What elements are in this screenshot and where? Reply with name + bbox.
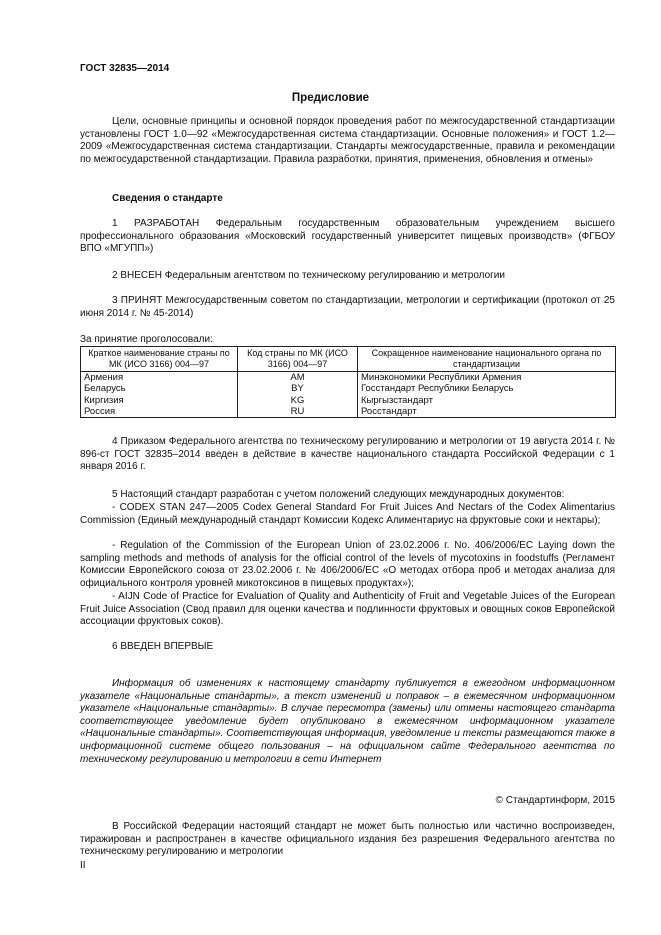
item-1: 1 РАЗРАБОТАН Федеральным государственным образовательным учреждением высшего профессионального образования «Московский государственный университет пищевых производств» (ФГБОУ ВПО «МГУПП») xyxy=(80,218,615,255)
voting-table xyxy=(80,346,616,418)
intro-paragraph: Цели, основные принципы и основной порядок проведения работ по межгосударственной стандартизации установлены ГОСТ 1.0—92 «Межгосударственная система стандартизации. Основные положения» и ГОСТ 1.2—2009 «Межгосударственная система стандартизации. Стандарты межгосударственные, правила и рекомендации по межгосударственной стандартизации. Правила разработки, принятия, применения, обновления и отмены» xyxy=(80,116,615,165)
table-cell: Россия xyxy=(81,406,238,418)
item-6: 6 ВВЕДЕН ВПЕРВЫЕ xyxy=(112,641,214,652)
item-5-regulation: - Regulation of the Commission of the European Union of 23.02.2006 г. No. 406/2006/EC Laying down the sampling methods and methods of analysis for the official control of the levels of mycotoxins in foodstuffs (Регламент Комиссии Европейского союза от 23.02.2006 г. № 406/2006/ЕС «О методах отбора проб и методах анализа для официального контроля уровней микотоксинов в пищевых продуктах»); xyxy=(80,540,615,589)
section-title: Сведения о стандарте xyxy=(112,193,223,204)
item-2: 2 ВНЕСЕН Федеральным агентством по техническому регулированию и метрологии xyxy=(112,270,505,281)
copyright: © Стандартинформ, 2015 xyxy=(495,795,615,806)
item-5-codex: - CODEX STAN 247—2005 Codex General Standard For Fruit Juices And Nectars of the Codex Alimentarius Commission (Единый международный стандарт Комиссии Кодекс Алиментариус на фруктовые соки и нектары); xyxy=(80,502,615,526)
item-5-aijn: - AIJN Code of Practice for Evaluation of Quality and Authenticity of Fruit and Vegetable Juices of the European Fruit Juice Association (Свод правил для оценки качества и подлинности фруктовых и овощных соков Европейской ассоциации фруктовых соков). xyxy=(80,591,615,628)
table-cell: Росстандарт xyxy=(358,406,616,418)
page-number: II xyxy=(80,860,86,871)
table-cell: Беларусь xyxy=(81,383,238,394)
vote-label: За принятие проголосовали: xyxy=(80,334,213,345)
table-cell: RU xyxy=(238,406,358,418)
table-cell: Армения xyxy=(81,372,238,384)
table-row xyxy=(81,383,616,394)
table-cell: BY xyxy=(238,383,358,394)
table-header: Краткое наименование страны по МК (ИСО 3166) 004—97 xyxy=(81,347,238,372)
table-cell: KG xyxy=(238,395,358,406)
table-cell: Киргизия xyxy=(81,395,238,406)
table-header: Код страны по МК (ИСО 3166) 004—97 xyxy=(238,347,358,372)
table-cell: Кыргызстандарт xyxy=(358,395,616,406)
table-header: Сокращенное наименование национального органа по стандартизации xyxy=(358,347,616,372)
table-cell: AM xyxy=(238,372,358,384)
info-notice: Информация об изменениях к настоящему стандарту публикуется в ежегодном информационном указателе «Национальные стандарты», а текст изменений и поправок – в ежемесячном информационном указателе «Национальные стандарты». В случае пересмотра (замены) или отмены настоящего стандарта соответствующее уведомление будет опубликовано в ежемесячном информационном указателе «Национальные стандарты». Соответствующая информация, уведомление и тексты размещаются также в информационной системе общего пользования – на официальном сайте Федерального агентства по техническому регулированию и метрологии в сети Интернет xyxy=(80,678,615,765)
reproduction-notice: В Российской Федерации настоящий стандарт не может быть полностью или частично воспроизведен, тиражирован и распространен в качестве официального издания без разрешения Федерального агентства по техническому регулированию и метрологии xyxy=(80,821,615,858)
table-row xyxy=(81,372,616,384)
table-cell: Госстандарт Республики Беларусь xyxy=(358,383,616,394)
item-5: 5 Настоящий стандарт разработан с учетом положений следующих международных документов: xyxy=(112,489,565,500)
item-3: 3 ПРИНЯТ Межгосударственным советом по стандартизации, метрологии и сертификации (протокол от 25 июня 2014 г. № 45-2014) xyxy=(80,295,615,319)
item-4: 4 Приказом Федерального агентства по техническому регулированию и метрологии от 19 августа 2014 г. № 896-ст ГОСТ 32835–2014 введен в действие в качестве национального стандарта Российской Федерации с 1 января 2016 г. xyxy=(80,436,615,473)
table-row xyxy=(81,395,616,406)
table-cell: Минэкономики Республики Армения xyxy=(358,372,616,384)
table-row xyxy=(81,406,616,418)
standard-header: ГОСТ 32835—2014 xyxy=(80,63,170,74)
page-title: Предисловие xyxy=(291,92,370,104)
